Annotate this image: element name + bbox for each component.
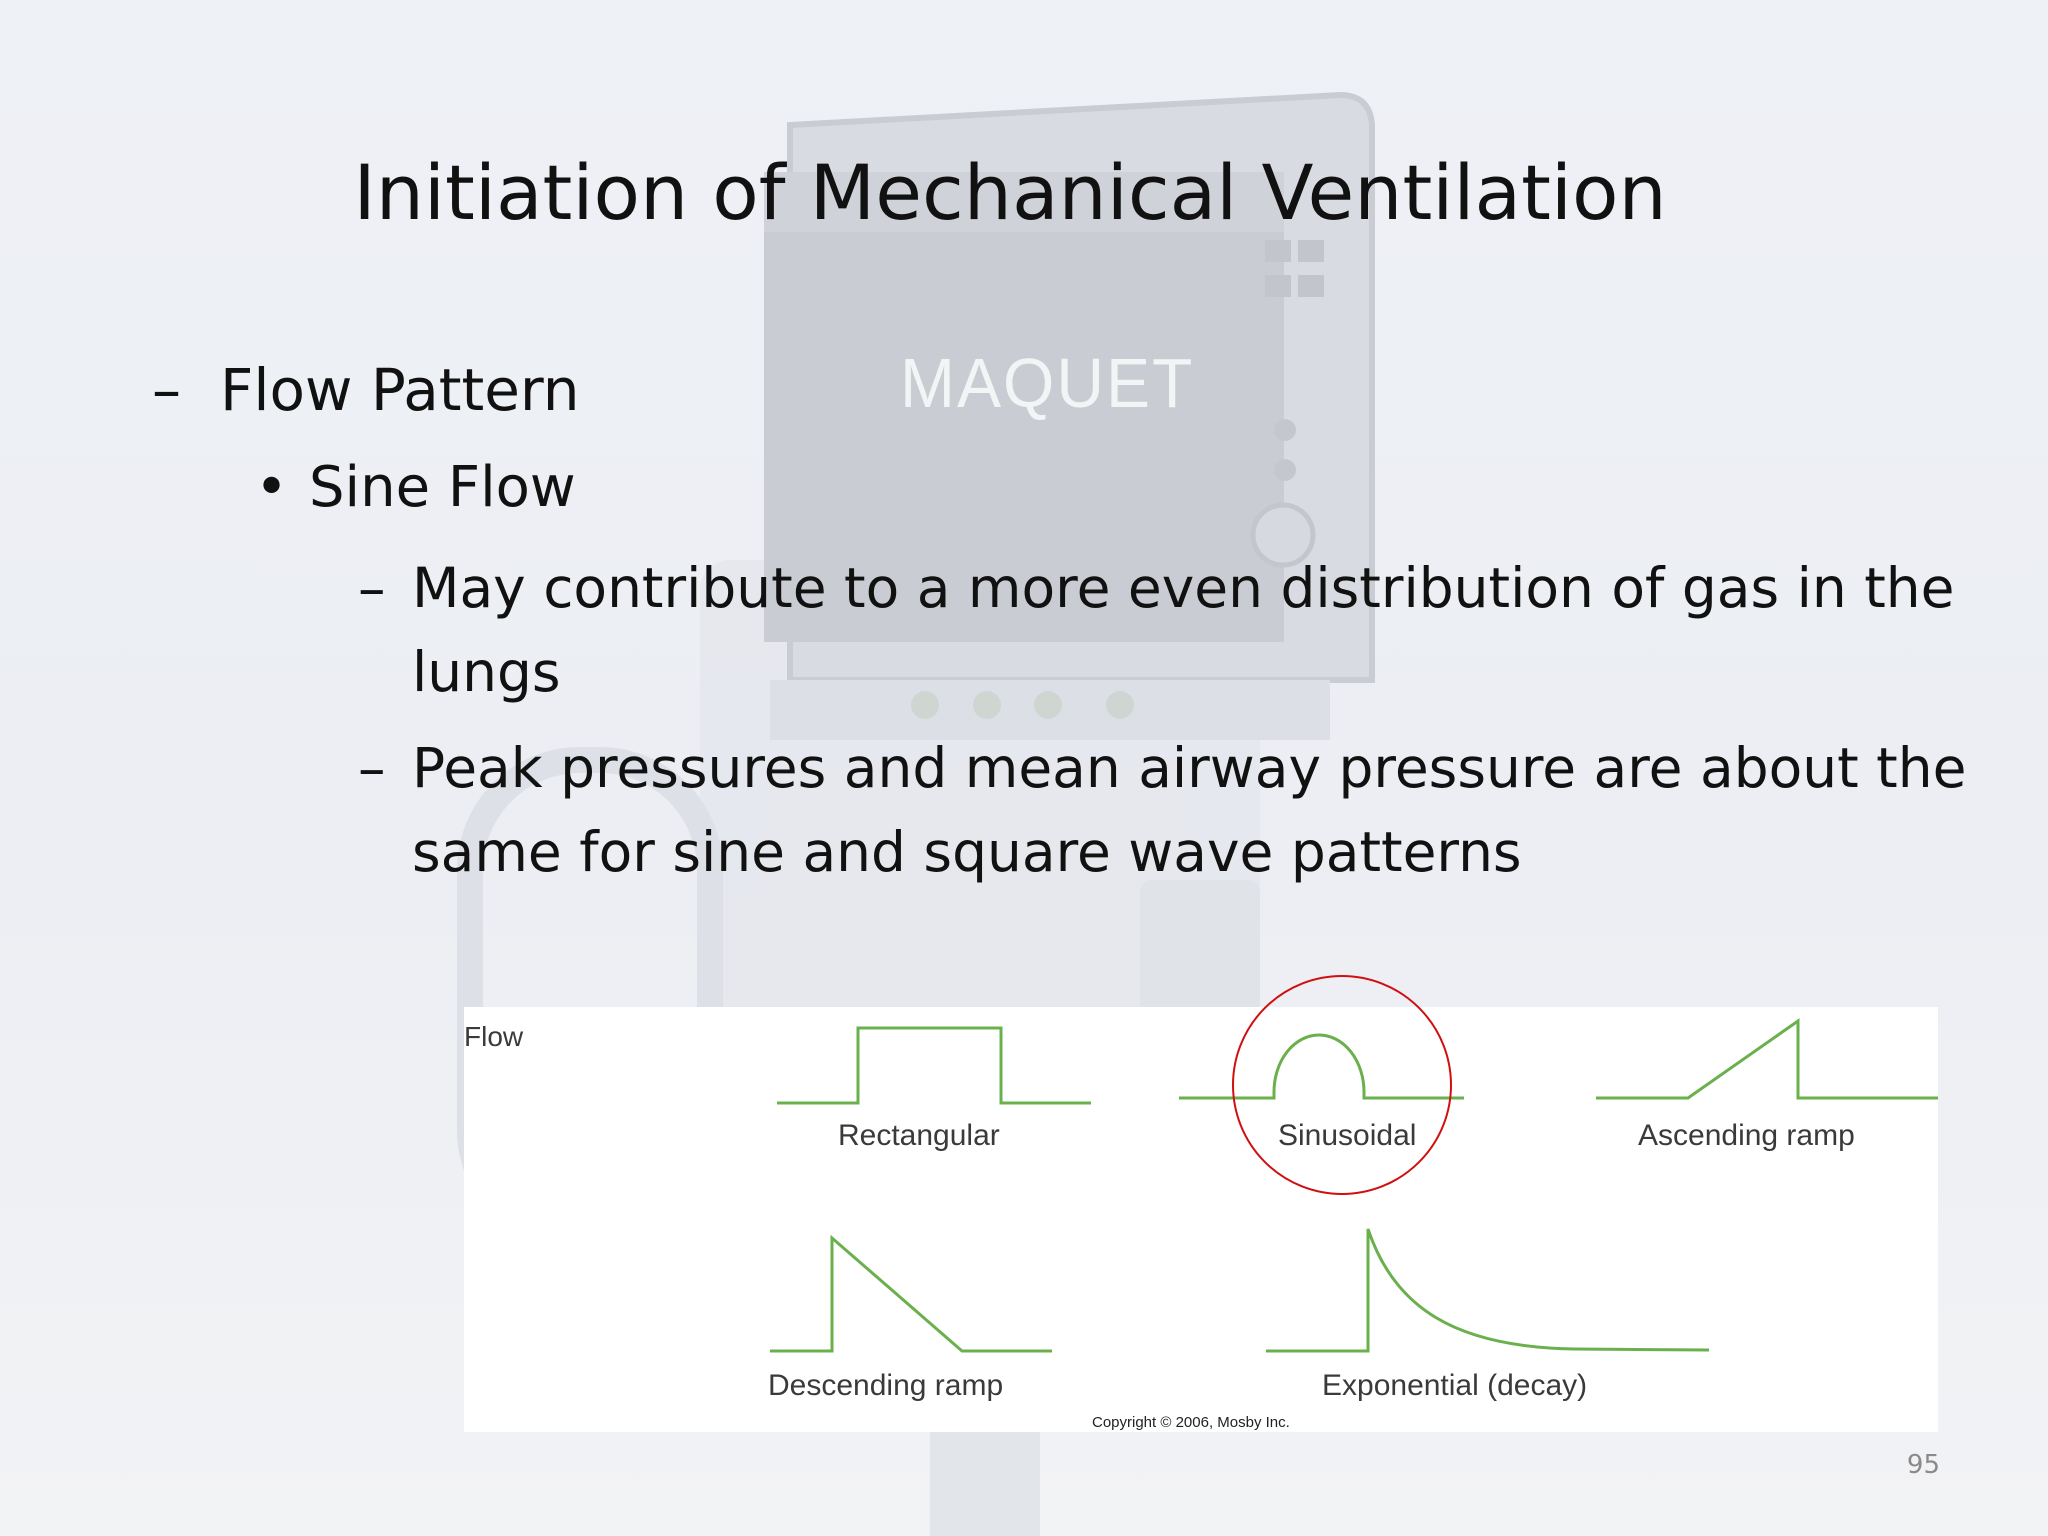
bullet-level2 [255,455,576,520]
page-number: 95 [1906,1450,1940,1480]
descending-ramp-waveform [770,1238,1052,1351]
bullet-text: Flow Pattern [220,356,580,424]
background-brand-logo: MAQUET [900,344,1195,422]
dash-marker: – [152,356,181,424]
dot-marker: • [255,455,289,520]
waveform-label-ascending-ramp: Ascending ramp [1638,1119,1855,1152]
bullet-text: Sine Flow [309,455,576,520]
rectangular-waveform [777,1028,1091,1103]
flow-axis-label: Flow [464,1021,524,1052]
slide-title: Initiation of Mechanical Ventilation [353,148,1667,237]
figure-copyright: Copyright © 2006, Mosby Inc. [1092,1414,1290,1431]
bullet-line: lungs [412,640,561,704]
exponential-decay-waveform [1266,1229,1709,1351]
waveform-label-sinusoidal: Sinusoidal [1278,1119,1417,1152]
bullet-level3 [358,726,1967,894]
bullet-level3 [358,546,1955,714]
bullet-line: May contribute to a more even distribution of gas in the [412,556,1955,620]
dash-marker: – [358,736,386,800]
waveform-label-rectangular: Rectangular [838,1119,1000,1152]
dash-marker: – [358,556,386,620]
waveform-label-descending-ramp: Descending ramp [768,1369,1004,1402]
bullet-line: same for sine and square wave patterns [412,820,1522,884]
flow-waveforms-figure [464,1007,1938,1432]
bullet-level1 [152,356,580,424]
waveform-label-exponential-decay: Exponential (decay) [1322,1369,1588,1402]
waveform-diagram [464,1007,1938,1432]
ascending-ramp-waveform [1596,1021,1938,1098]
bullet-line: Peak pressures and mean airway pressure are about the [412,736,1967,800]
sinusoidal-highlight-circle [1232,975,1452,1195]
